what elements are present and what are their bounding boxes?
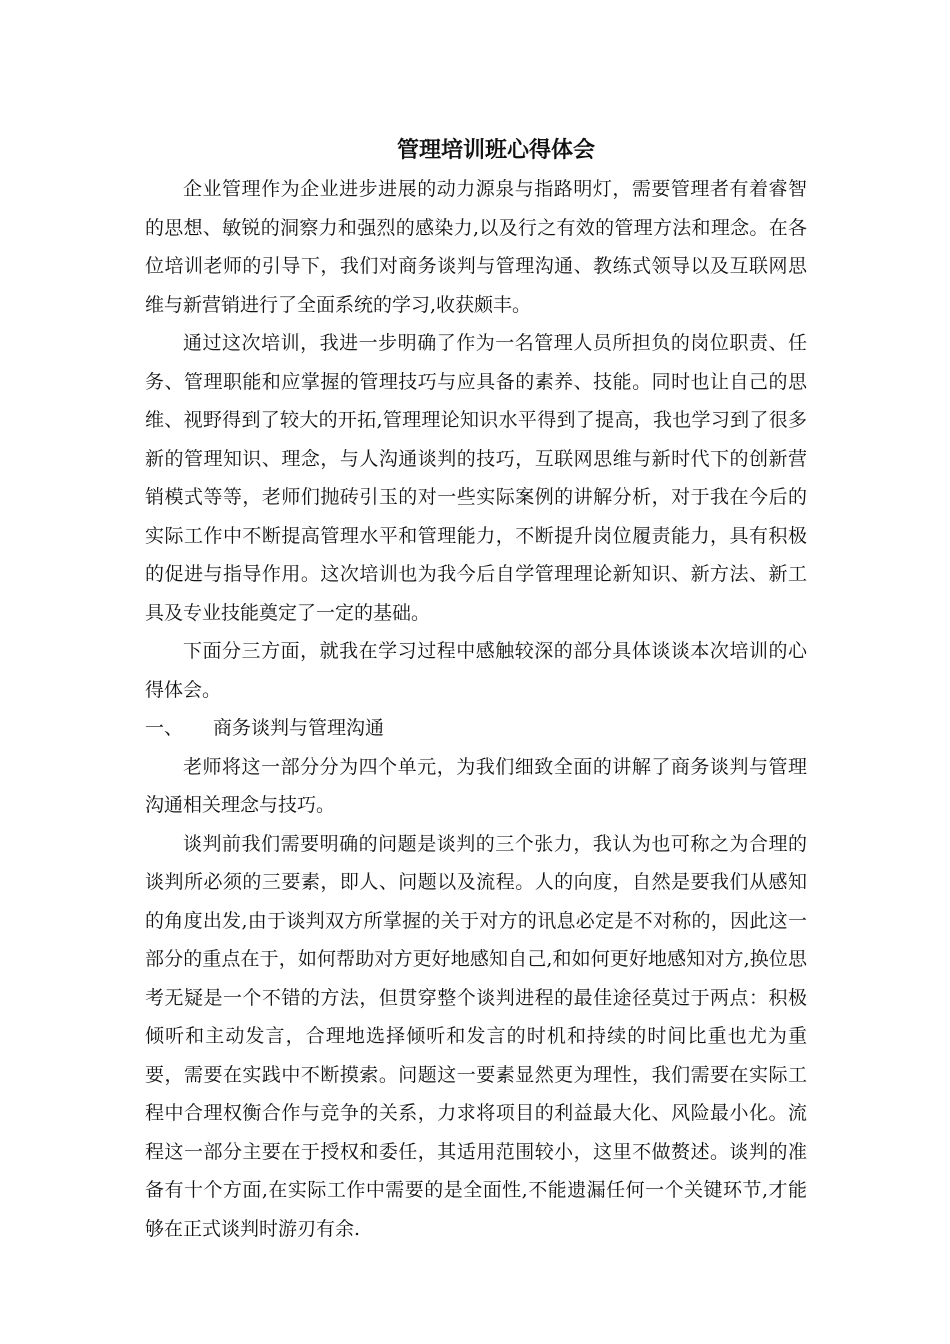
- section-title: 商务谈判与管理沟通: [213, 717, 385, 739]
- paragraph-overview: 下面分三方面，就我在学习过程中感触较深的部分具体谈谈本次培训的心得体会。: [145, 640, 807, 701]
- document-title: 管理培训班心得体会: [396, 137, 595, 163]
- document-page: [145, 130, 807, 1248]
- paragraph-intro: 企业管理作为企业进步进展的动力源泉与指路明灯，需要管理者有着睿智的思想、敏锐的洞察力和强烈的感染力,以及行之有效的管理方法和理念。在各位培训老师的引导下，我们对商务谈判与管理沟通、教练式领导以及互联网思维与新营销进行了全面系统的学习,收获颇丰。: [145, 178, 807, 316]
- paragraph-section1-intro: 老师将这一部分分为四个单元，为我们细致全面的讲解了商务谈判与管理沟通相关理念与技巧。: [145, 755, 807, 816]
- section-heading-1: [145, 709, 807, 748]
- paragraph-training-gains: 通过这次培训，我进一步明确了作为一名管理人员所担负的岗位职责、任务、管理职能和应掌握的管理技巧与应具备的素养、技能。同时也让自己的思维、视野得到了较大的开拓,管理理论知识水平得到了提高，我也学习到了很多新的管理知识、理念，与人沟通谈判的技巧，互联网思维与新时代下的创新营销模式等等，老师们抛砖引玉的对一些实际案例的讲解分析，对于我在今后的实际工作中不断提高管理水平和管理能力，不断提升岗位履责能力，具有积极的促进与指导作用。这次培训也为我今后自学管理理论新知识、新方法、新工具及专业技能奠定了一定的基础。: [145, 332, 807, 624]
- paragraph-section1-body: 谈判前我们需要明确的问题是谈判的三个张力，我认为也可称之为合理的谈判所必须的三要素，即人、问题以及流程。人的向度，自然是要我们从感知的角度出发,由于谈判双方所掌握的关于对方的讯息必定是不对称的，因此这一部分的重点在于，如何帮助对方更好地感知自己,和如何更好地感知对方,换位思考无疑是一个不错的方法，但贯穿整个谈判进程的最佳途径莫过于两点：积极倾听和主动发言，合理地选择倾听和发言的时机和持续的时间比重也尤为重要，需要在实践中不断摸索。问题这一要素显然更为理性，我们需要在实际工程中合理权衡合作与竞争的关系，力求将项目的利益最大化、风险最小化。流程这一部分主要在于授权和委任，其适用范围较小，这里不做赘述。谈判的准备有十个方面,在实际工作中需要的是全面性,不能遗漏任何一个关键环节,才能够在正式谈判时游刃有余.: [145, 832, 807, 1240]
- section-number: 一、: [145, 717, 184, 739]
